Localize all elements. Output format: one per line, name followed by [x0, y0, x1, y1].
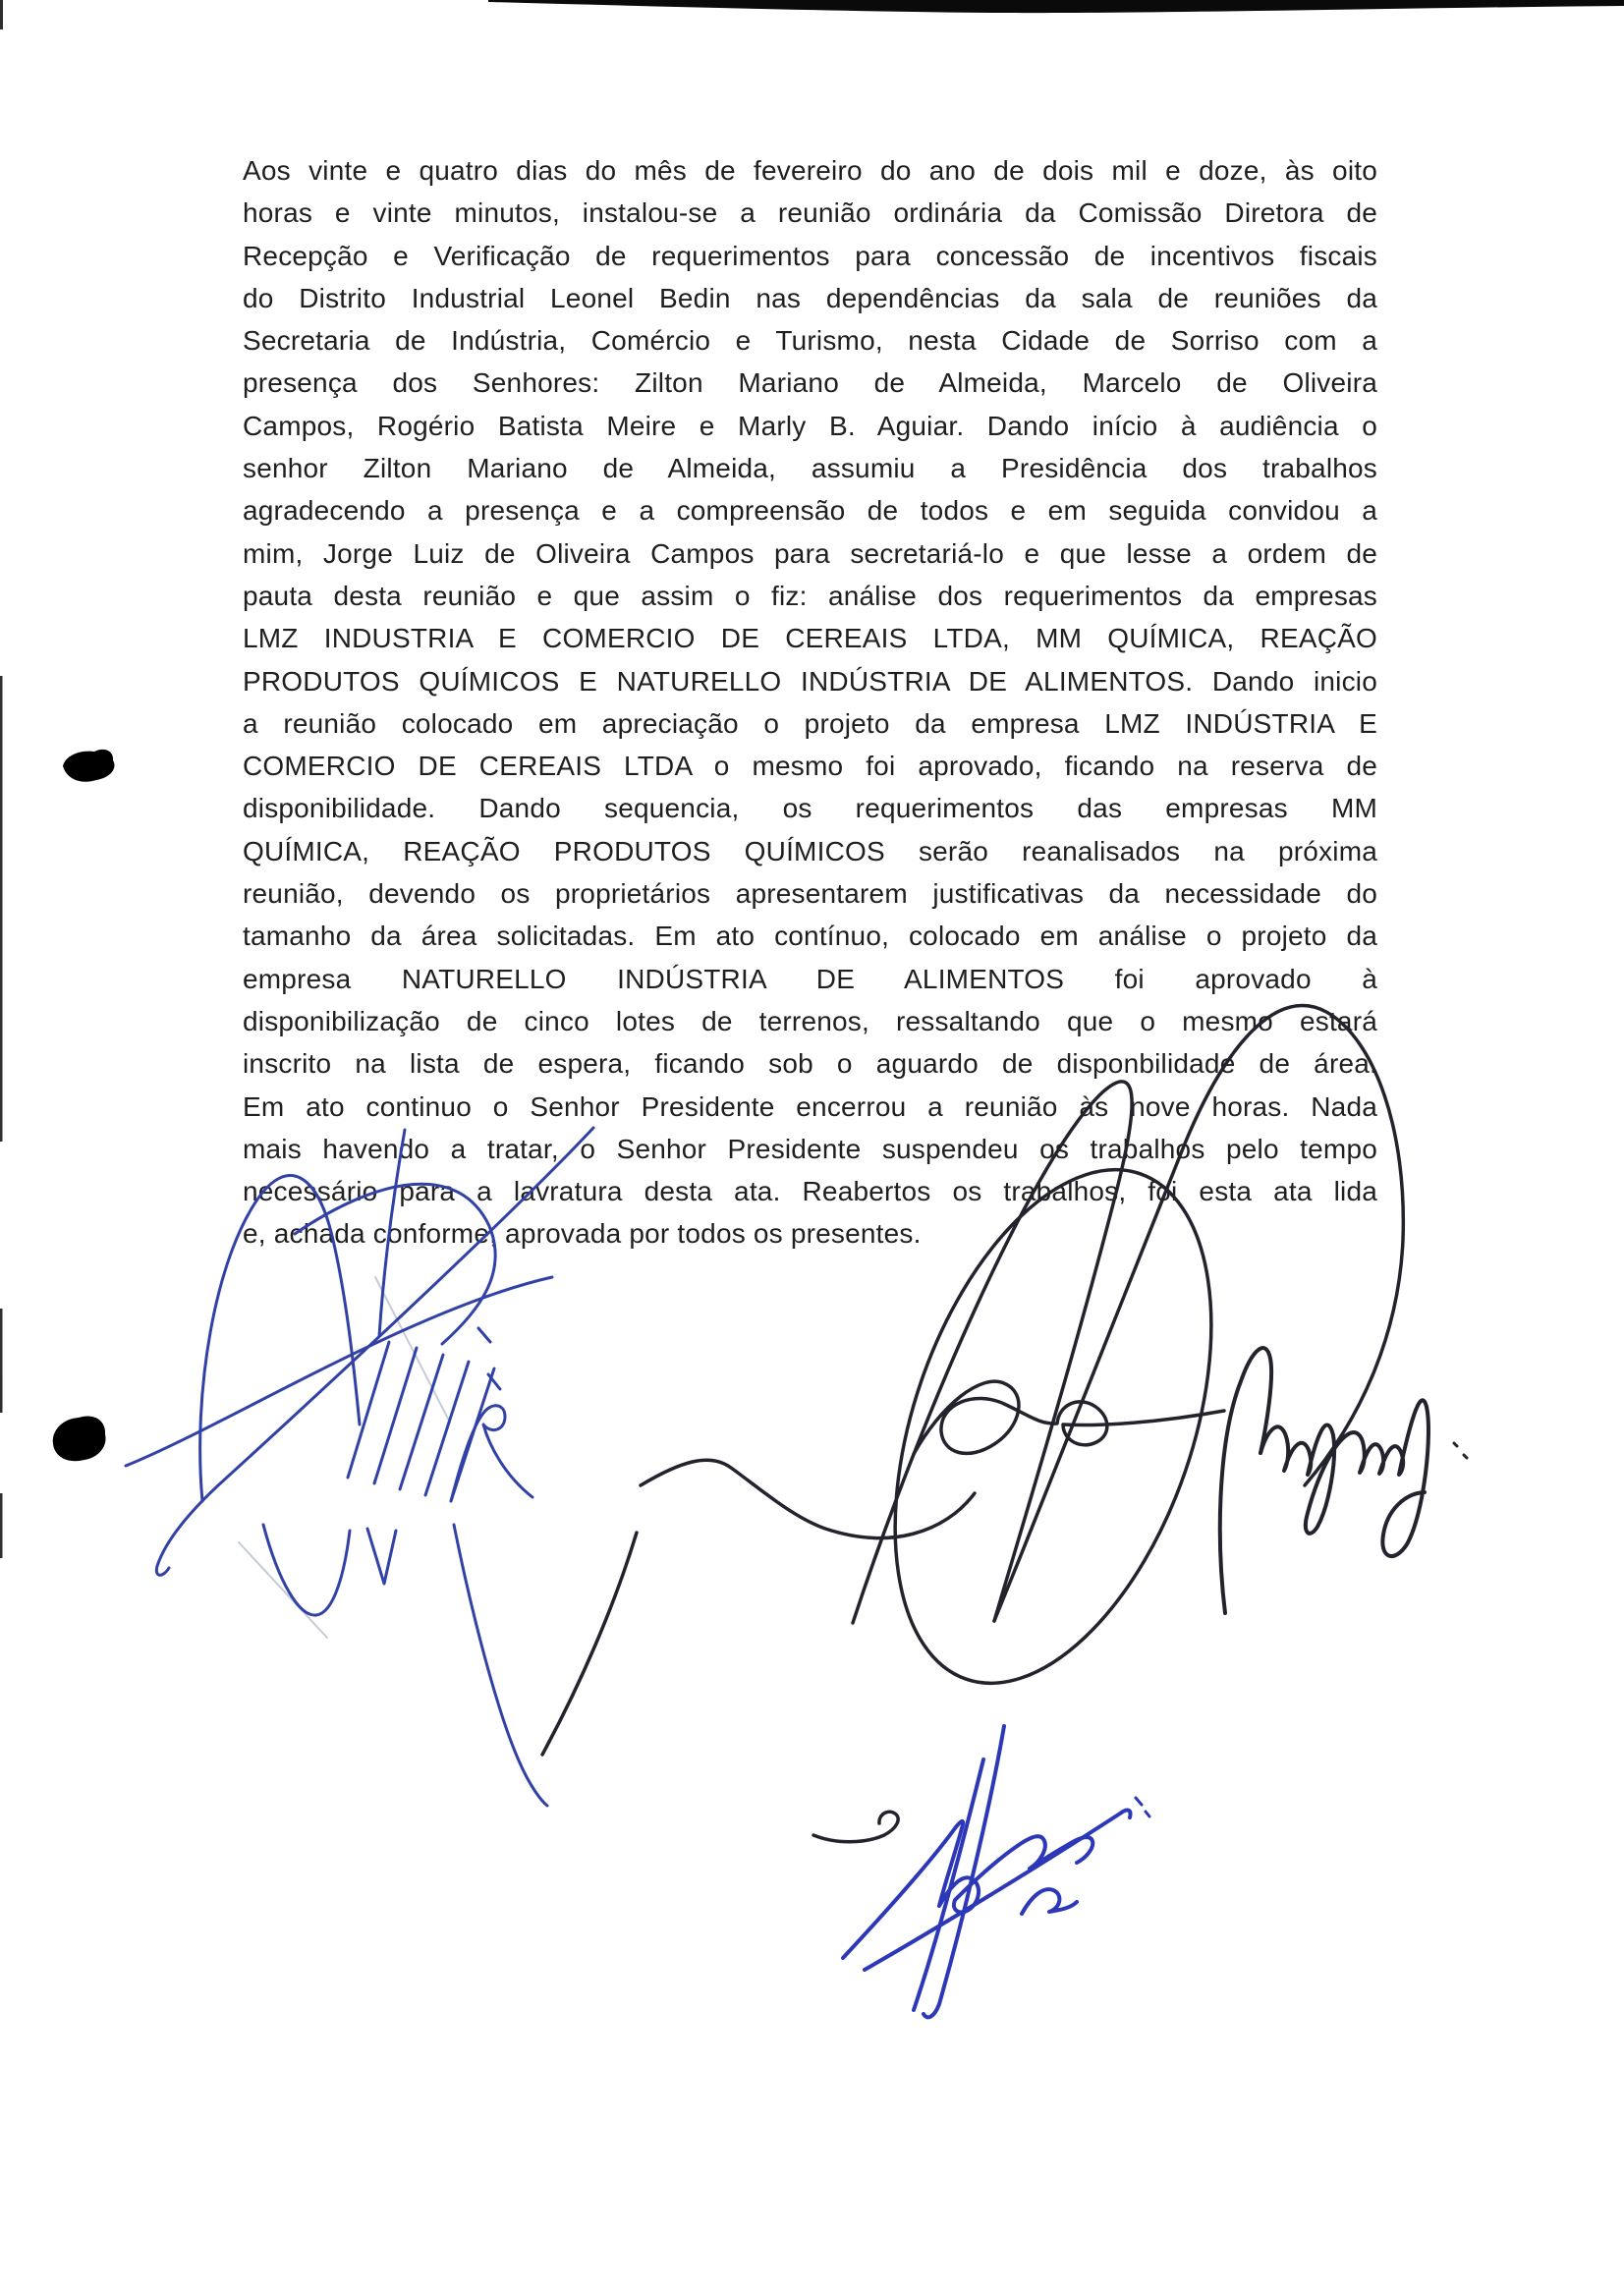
faint-pencil-marks: [239, 1277, 450, 1638]
document-line: necessário para a lavratura desta ata. Reabertos os trabalhos, foi esta ata lida: [243, 1176, 1377, 1207]
document-line: disponibilidade. Dando sequencia, os requerimentos das empresas MM: [243, 793, 1377, 824]
document-line: QUÍMICA, REAÇÃO PRODUTOS QUÍMICOS serão reanalisados na próxima: [243, 835, 1377, 866]
signature-bottom: [843, 1726, 1149, 2017]
document-line: tamanho da área solicitadas. Em ato contínuo, colocado em análise o projeto da: [243, 921, 1377, 952]
document-line: horas e vinte minutos, instalou-se a reunião ordinária da Comissão Diretora de: [243, 197, 1377, 229]
document-line: Secretaria de Indústria, Comércio e Turismo, nesta Cidade de Sorriso com a: [243, 325, 1377, 357]
document-line: PRODUTOS QUÍMICOS E NATURELLO INDÚSTRIA DE ALIMENTOS. Dando inicio: [243, 665, 1377, 697]
document-line: mim, Jorge Luiz de Oliveira Campos para secretariá-lo e que lesse a ordem de: [243, 537, 1377, 569]
document-line: Em ato continuo o Senhor Presidente encerrou a reunião às nove horas. Nada: [243, 1090, 1377, 1122]
document-line: agradecendo a presença e a compreensão de todos e em seguida convidou a: [243, 495, 1377, 527]
document-line: empresa NATURELLO INDÚSTRIA DE ALIMENTOS foi aprovado à: [243, 963, 1377, 994]
document-line: Aos vinte e quatro dias do mês de fevereiro do ano de dois mil e doze, às oito: [243, 155, 1377, 186]
document-text: [243, 149, 1377, 1256]
document-line: presença dos Senhores: Zilton Mariano de Almeida, Marcelo de Oliveira: [243, 367, 1377, 399]
document-line: mais havendo a tratar, o Senhor Presidente suspendeu os trabalhos pelo tempo: [243, 1133, 1377, 1164]
document-line: LMZ INDUSTRIA E COMERCIO DE CEREAIS LTDA, MM QUÍMICA, REAÇÃO: [243, 623, 1377, 654]
document-line: disponibilização de cinco lotes de terrenos, ressaltando que o mesmo estará: [243, 1005, 1377, 1036]
left-edge-scan-line-artifact: [0, 0, 3, 1558]
document-line: COMERCIO DE CEREAIS LTDA o mesmo foi aprovado, ficando na reserva de: [243, 751, 1377, 782]
document-line: pauta desta reunião e que assim o fiz: análise dos requerimentos da empresas: [243, 580, 1377, 611]
document-line: senhor Zilton Mariano de Almeida, assumiu a Presidência dos trabalhos: [243, 453, 1377, 484]
document-line: Recepção e Verificação de requerimentos para concessão de incentivos fiscais: [243, 240, 1377, 271]
document-line: do Distrito Industrial Leonel Bedin nas dependências da sala de reuniões da: [243, 282, 1377, 313]
top-edge-scan-band-artifact: [488, 0, 1624, 13]
document-line: Campos, Rogério Batista Meire e Marly B. Aguiar. Dando início à audiência o: [243, 410, 1377, 441]
signature-right: [1220, 1348, 1467, 1613]
ink-blot-lower: [53, 1417, 106, 1462]
document-line: e, achada conforme, aprovada por todos os presentes.: [243, 1218, 922, 1250]
document-line: a reunião colocado em apreciação o projeto da empresa LMZ INDÚSTRIA E: [243, 707, 1377, 739]
ink-blot-upper: [63, 750, 114, 782]
document-line: reunião, devendo os proprietários apresentarem justificativas da necessidade do: [243, 878, 1377, 910]
document-line: inscrito na lista de espera, ficando sob o aguardo de disponbilidade de área.: [243, 1048, 1377, 1080]
